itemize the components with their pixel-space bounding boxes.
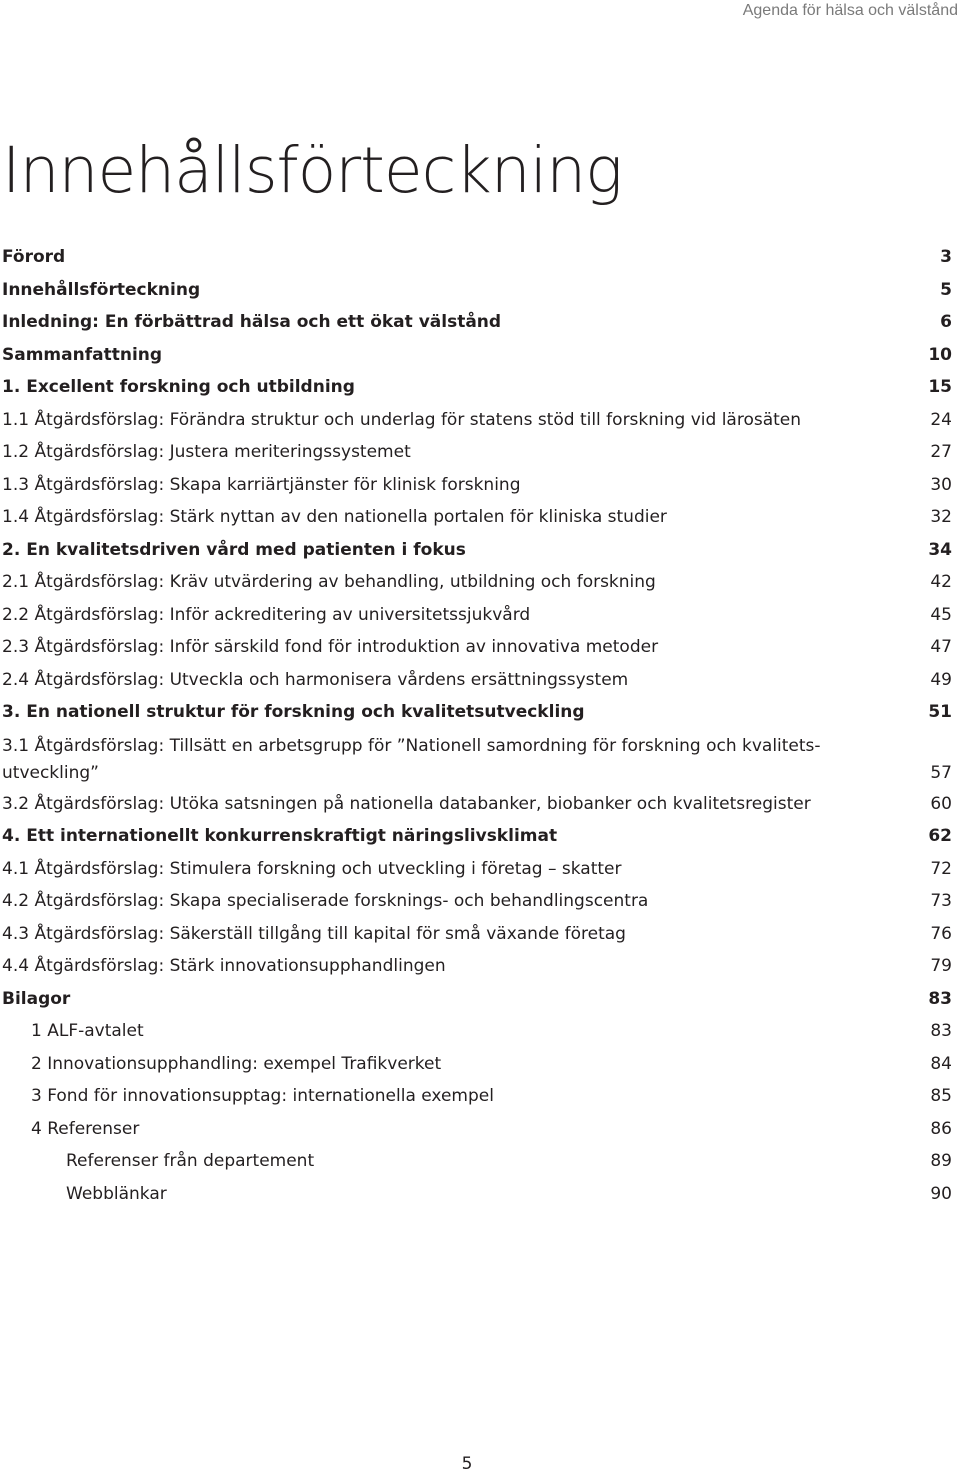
toc-entry[interactable] [0,1080,960,1113]
toc-entry-page-number: 34 [928,539,952,560]
toc-entry-label: 2. En kvalitetsdriven vård med patienten i fokus [2,539,466,560]
toc-entry-page-number: 51 [928,702,952,722]
page-title: Innehållsförteckning [2,134,622,207]
toc-entry[interactable] [0,729,960,788]
toc-entry[interactable] [0,788,960,821]
toc-entry-page-number: 72 [930,858,952,879]
toc-entry[interactable] [0,820,960,853]
toc-entry-label: 2.3 Åtgärdsförslag: Inför särskild fond för introduktion av innovativa metoder [2,637,659,657]
toc-entry-page-number: 90 [930,1183,952,1204]
toc-entry-page-number: 83 [928,988,952,1009]
toc-entry-label: Webblänkar [66,1183,167,1204]
toc-entry-label: Förord [2,247,66,267]
toc-entry-label: Inledning: En förbättrad hälsa och ett ökat välstånd [2,312,502,332]
toc-entry-page-number: 73 [930,891,952,911]
toc-entry-label: 4.1 Åtgärdsförslag: Stimulera forskning och utveckling i företag – skatter [2,858,622,879]
toc-entry-page-number: 76 [930,923,952,944]
toc-entry-label: 1.4 Åtgärdsförslag: Stärk nyttan av den nationella portalen för kliniska studier [2,507,667,527]
toc-entry-label: 1 ALF-avtalet [31,1021,144,1041]
toc-entry-page-number: 30 [930,474,952,495]
toc-entry[interactable] [0,631,960,664]
toc-entry-page-number: 15 [928,377,952,397]
toc-entry[interactable] [0,404,960,437]
toc-entry[interactable] [0,436,960,469]
toc-entry-page-number: 60 [930,793,952,814]
toc-entry-label: Innehållsförteckning [2,279,201,300]
toc-entry[interactable] [0,696,960,729]
toc-entry[interactable] [0,501,960,534]
toc-entry[interactable] [0,918,960,951]
toc-entry-page-number: 85 [930,1086,952,1106]
page-number: 5 [461,1454,473,1474]
toc-entry-page-number: 27 [930,442,952,462]
toc-entry-label: 2.1 Åtgärdsförslag: Kräv utvärdering av behandling, utbildning och forskning [2,572,656,592]
toc-entry-page-number: 86 [930,1118,952,1139]
toc-entry-label: 1.3 Åtgärdsförslag: Skapa karriärtjänster för klinisk forskning [2,474,521,495]
toc-entry-label: 4. Ett internationellt konkurrenskraftigt näringslivsklimat [2,826,558,846]
toc-entry[interactable] [0,885,960,918]
toc-entry-page-number: 83 [930,1021,952,1041]
toc-entry-label: 1. Excellent forskning och utbildning [2,377,355,397]
toc-entry[interactable] [0,599,960,632]
toc-entry[interactable] [0,534,960,567]
toc-entry-page-number: 10 [928,344,952,365]
toc-entry-label: 2 Innovationsupphandling: exempel Trafikverket [31,1053,442,1074]
toc-entry-page-number: 84 [930,1053,952,1074]
toc-entry-page-number: 42 [930,572,952,592]
toc-entry-page-number: 45 [930,604,952,625]
toc-entry[interactable] [0,469,960,502]
toc-entry-label: 4.2 Åtgärdsförslag: Skapa specialiserade forsknings- och behandlingscentra [2,891,649,911]
toc-entry[interactable] [0,306,960,339]
toc-entry[interactable] [0,664,960,697]
toc-entry-page-number: 6 [940,312,952,332]
toc-entry-label: 3 Fond för innovationsupptag: internationella exempel [31,1086,494,1106]
toc-entry-page-number: 3 [940,247,952,267]
toc-entry-page-number: 5 [940,279,952,300]
toc-entry-page-number: 57 [930,762,952,783]
toc-entry-label: 4.4 Åtgärdsförslag: Stärk innovationsupphandlingen [2,956,446,976]
toc-entry-page-number: 62 [928,826,952,846]
toc-entry-label: 1.2 Åtgärdsförslag: Justera meriteringssystemet [2,442,411,462]
toc-entry-label: 3.2 Åtgärdsförslag: Utöka satsningen på nationella databanker, biobanker och kvalitetsregister [2,793,811,814]
toc-entry[interactable] [0,1178,960,1211]
toc-entry-page-number: 49 [930,669,952,690]
toc-entry-label: 3. En nationell struktur för forskning och kvalitetsutveckling [2,702,585,722]
toc-entry-label: 4.3 Åtgärdsförslag: Säkerställ tillgång till kapital för små växande företag [2,923,626,944]
toc-entry-label: 1.1 Åtgärdsförslag: Förändra struktur och underlag för statens stöd till forskning vid lärosäten [2,409,802,430]
toc-entry[interactable] [0,566,960,599]
toc-entry[interactable] [0,1113,960,1146]
toc-entry-label: 4 Referenser [31,1118,140,1139]
toc-entry-page-number: 89 [930,1151,952,1171]
toc-entry[interactable] [0,1145,960,1178]
toc-entry[interactable] [0,274,960,307]
toc-entry[interactable] [0,1048,960,1081]
toc-entry-page-number: 79 [930,956,952,976]
toc-entry[interactable] [0,950,960,983]
toc-entry[interactable] [0,371,960,404]
running-header: Agenda för hälsa och välstånd [742,2,958,19]
table-of-contents [0,241,960,1210]
toc-entry-label: Referenser från departement [66,1151,315,1171]
toc-entry[interactable] [0,339,960,372]
toc-entry-label: Bilagor [2,988,71,1009]
toc-entry-label: 2.4 Åtgärdsförslag: Utveckla och harmonisera vårdens ersättningssystem [2,669,629,690]
toc-entry-label: 3.1 Åtgärdsförslag: Tillsätt en arbetsgrupp för ”Nationell samordning för forskning och kvalitets-utveckling” [2,735,821,783]
toc-entry-page-number: 47 [930,637,952,657]
toc-entry-page-number: 24 [930,409,952,430]
toc-entry[interactable] [0,983,960,1016]
toc-entry-label: 2.2 Åtgärdsförslag: Inför ackreditering av universitetssjukvård [2,604,531,625]
toc-entry-label: Sammanfattning [2,344,163,365]
toc-entry[interactable] [0,1015,960,1048]
toc-entry[interactable] [0,853,960,886]
toc-entry[interactable] [0,241,960,274]
toc-entry-page-number: 32 [930,507,952,527]
